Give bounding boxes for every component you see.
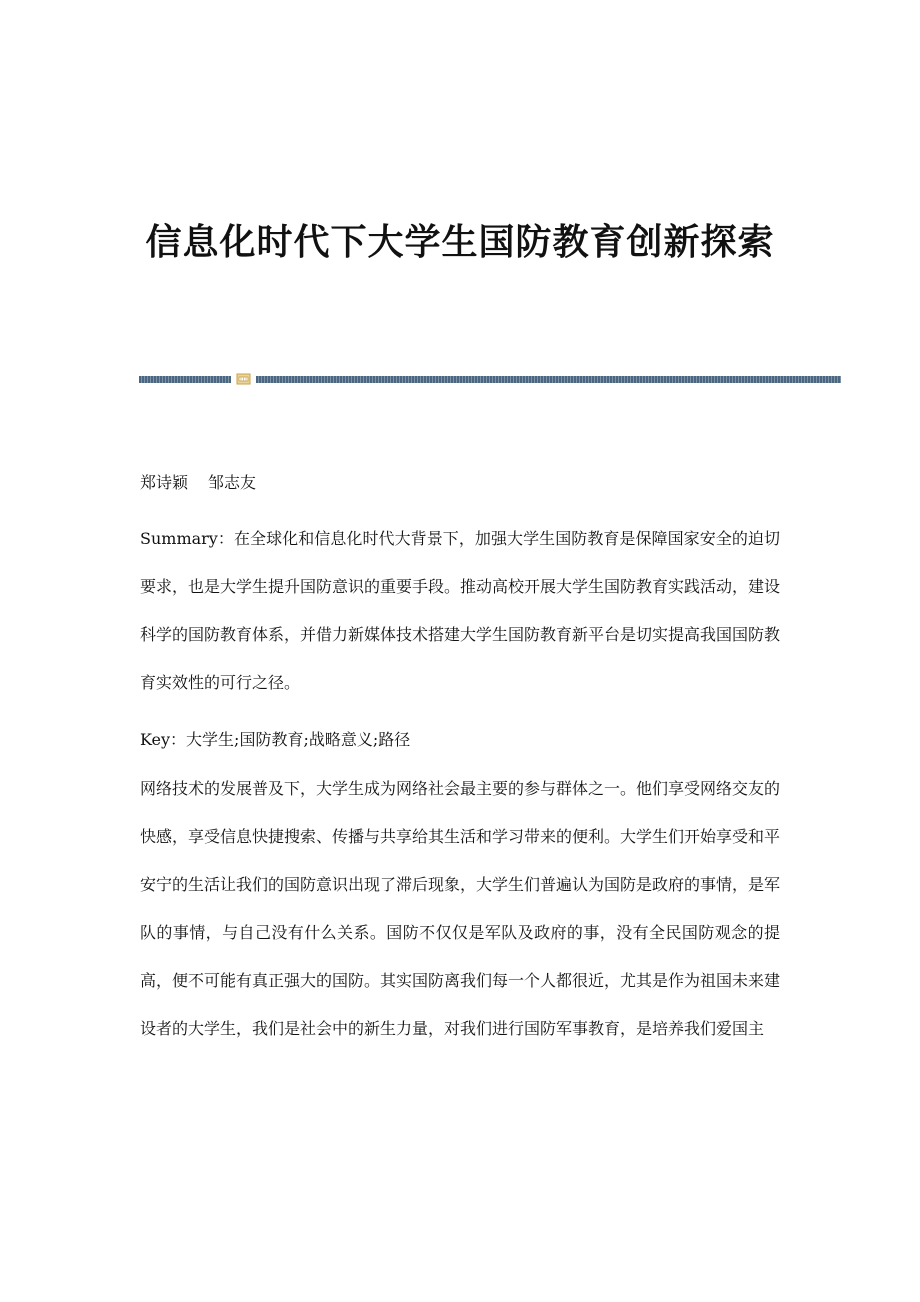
author-name: 郑诗颖 <box>140 473 189 492</box>
keywords-text: 大学生;国防教育;战略意义;路径 <box>186 730 411 749</box>
divider-bar-left <box>139 376 231 383</box>
divider-bar-right <box>256 376 841 383</box>
summary-text: 在全球化和信息化时代大背景下，加强大学生国防教育是保障国家安全的迫切要求，也是大学生提升国防意识的重要手段。推动高校开展大学生国防教育实践活动，建设科学的国防教育体系，并借力新媒体技术搭建大学生国防教育新平台是切实提高我国国防教育实效性的可行之径。 <box>140 529 781 692</box>
divider-ornament-icon <box>236 373 251 385</box>
keywords-line <box>140 716 780 764</box>
author-list <box>140 470 256 496</box>
body-paragraph: 网络技术的发展普及下，大学生成为网络社会最主要的参与群体之一。他们享受网络交友的快感，享受信息快捷搜索、传播与共享给其生活和学习带来的便利。大学生们开始享受和平安宁的生活让我们的国防意识出现了滞后现象，大学生们普遍认为国防是政府的事情，是军队的事情，与自己没有什么关系。国防不仅仅是军队及政府的事，没有全民国防观念的提高，便不可能有真正强大的国防。其实国防离我们每一个人都很近，尤其是作为祖国未来建设者的大学生，我们是社会中的新生力量，对我们进行国防军事教育，是培养我们爱国主 <box>140 779 781 1038</box>
summary-paragraph <box>140 515 780 707</box>
title-divider <box>139 373 841 385</box>
summary-label: Summary： <box>140 529 234 548</box>
document-title: 信息化时代下大学生国防教育创新探索 <box>145 222 775 263</box>
author-name: 邹志友 <box>208 473 257 492</box>
keywords-label: Key： <box>140 730 187 749</box>
